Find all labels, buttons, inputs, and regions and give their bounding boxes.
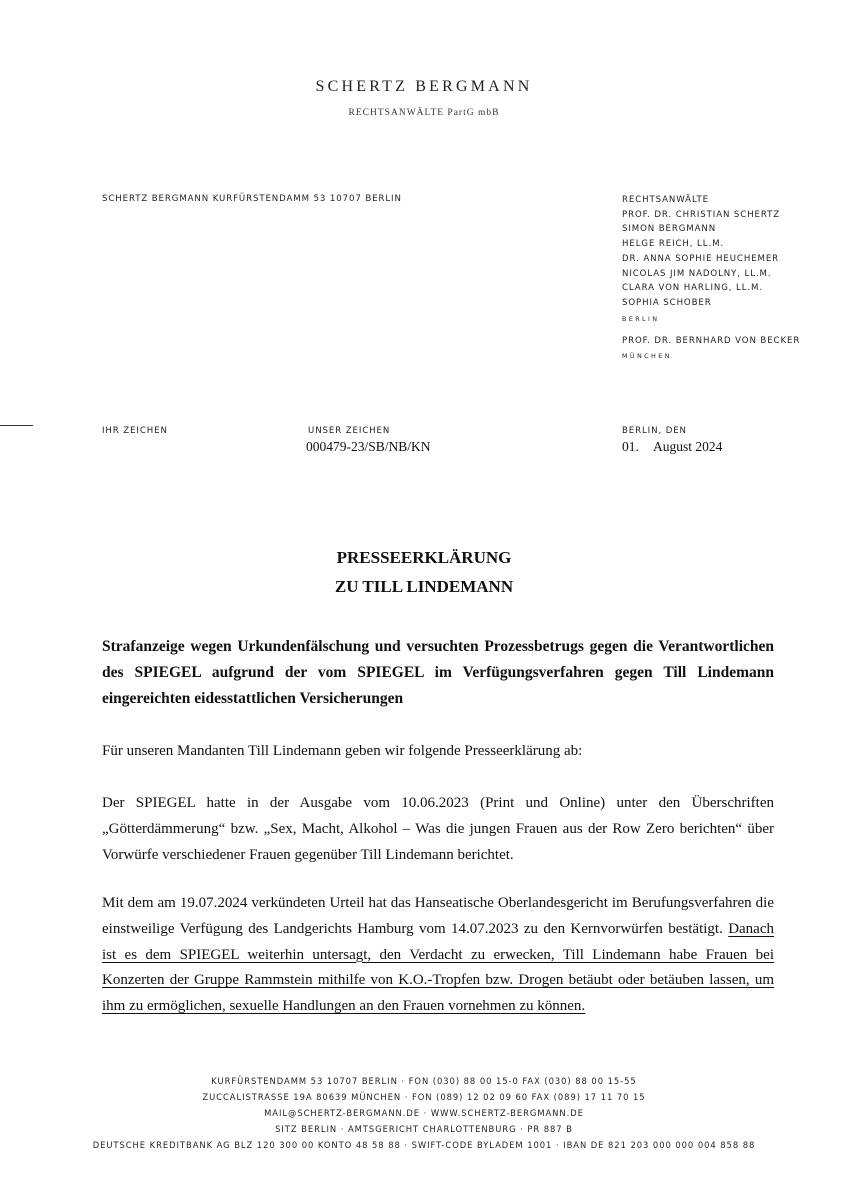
footer-contact: MAIL@SCHERTZ-BERGMANN.DE · WWW.SCHERTZ-BERGMANN.DE [264, 1108, 584, 1118]
document-title-line2: ZU TILL LINDEMANN [334, 577, 514, 596]
fold-mark [0, 425, 33, 426]
lawyer-name: SIMON BERGMANN [622, 224, 717, 235]
court-ruling-underlined-text: Danach ist es dem SPIEGEL weiterhin untersagt, den Verdacht zu erwecken, Till Lindemann habe Frauen bei Konzerten der Gruppe Rammstein mithilfe von K.O.-Tropfen bzw. Drogen betäubt oder betäuben lassen, um ihm zu ermöglichen, sexuelle Handlungen an den Frauen vornehmen zu können. [102, 920, 774, 1015]
our-reference-value: 000479-23/SB/NB/KN [306, 439, 431, 454]
lawyer-name: CLARA VON HARLING, LL.M. [622, 283, 763, 294]
footer-munich-address: ZUCCALISTRASSE 19A 80639 MÜNCHEN · FON (089) 12 02 09 60 FAX (089) 17 11 70 15 [202, 1092, 646, 1102]
paragraph-court-ruling [102, 891, 774, 1020]
lawyers-list [622, 193, 800, 363]
lawyer-name: DR. ANNA SOPHIE HEUCHEMER [622, 253, 780, 264]
lawyer-name: PROF. DR. BERNHARD VON BECKER [622, 335, 801, 346]
date-day: 01. [622, 439, 639, 454]
office-label-munich: MÜNCHEN [622, 352, 672, 361]
paragraph-intro: Für unseren Mandanten Till Lindemann geben wir folgende Presseerklärung ab: [102, 743, 583, 759]
footer-berlin-address: KURFÜRSTENDAMM 53 10707 BERLIN · FON (030) 88 00 15-0 FAX (030) 88 00 15-55 [211, 1076, 637, 1086]
lawyer-name: SOPHIA SCHOBER [622, 297, 712, 308]
lead-paragraph: Strafanzeige wegen Urkundenfälschung und versuchten Prozessbetrugs gegen die Verantwortlichen des SPIEGEL aufgrund der vom SPIEGEL im Verfügungsverfahren gegen Till Lindemann eingereichten eidesstattlichen Versicherungen [102, 638, 774, 707]
document-title-line1: PRESSEERKLÄRUNG [336, 548, 512, 567]
lawyer-name: PROF. DR. CHRISTIAN SCHERTZ [622, 209, 781, 220]
lawyers-heading: RECHTSANWÄLTE [622, 195, 709, 205]
date-label: BERLIN, DEN [622, 426, 687, 436]
lawyer-name: HELGE REICH, LL.M. [622, 239, 725, 250]
firm-name: SCHERTZ BERGMANN [315, 78, 533, 95]
sender-address-line: SCHERTZ BERGMANN KURFÜRSTENDAMM 53 10707 BERLIN [102, 194, 402, 204]
footer-bank-details: DEUTSCHE KREDITBANK AG BLZ 120 300 00 KONTO 48 58 88 · SWIFT-CODE BYLADEM 1001 · IBAN DE 821 203 000 000 004 858 88 [92, 1140, 756, 1150]
our-reference-label: UNSER ZEICHEN [308, 426, 391, 436]
firm-subtitle: RECHTSANWÄLTE PartG mbB [348, 108, 500, 118]
paragraph-spiegel-report: Der SPIEGEL hatte in der Ausgabe vom 10.06.2023 (Print und Online) unter den Überschriften „Götterdämmerung“ bzw. „Sex, Macht, Alkohol – Was die jungen Frauen aus der Row Zero berichten“ über Vorwürfe verschiedener Frauen gegenüber Till Lindemann berichtet. [102, 795, 774, 863]
office-label-berlin: BERLIN [622, 314, 660, 323]
lawyer-name: NICOLAS JIM NADOLNY, LL.M. [622, 268, 772, 279]
court-ruling-text: Mit dem am 19.07.2024 verkündeten Urteil hat das Hanseatische Oberlandesgericht im Berufungsverfahren die einstweilige Verfügung des Landgerichts Hamburg vom 14.07.2023 zu den Kernvorwürfen bestätigt. [102, 895, 774, 937]
your-reference-label: IHR ZEICHEN [102, 426, 168, 436]
footer-registry: SITZ BERLIN · AMTSGERICHT CHARLOTTENBURG · PR 887 B [275, 1124, 573, 1134]
date-month-year: August 2024 [653, 439, 723, 454]
